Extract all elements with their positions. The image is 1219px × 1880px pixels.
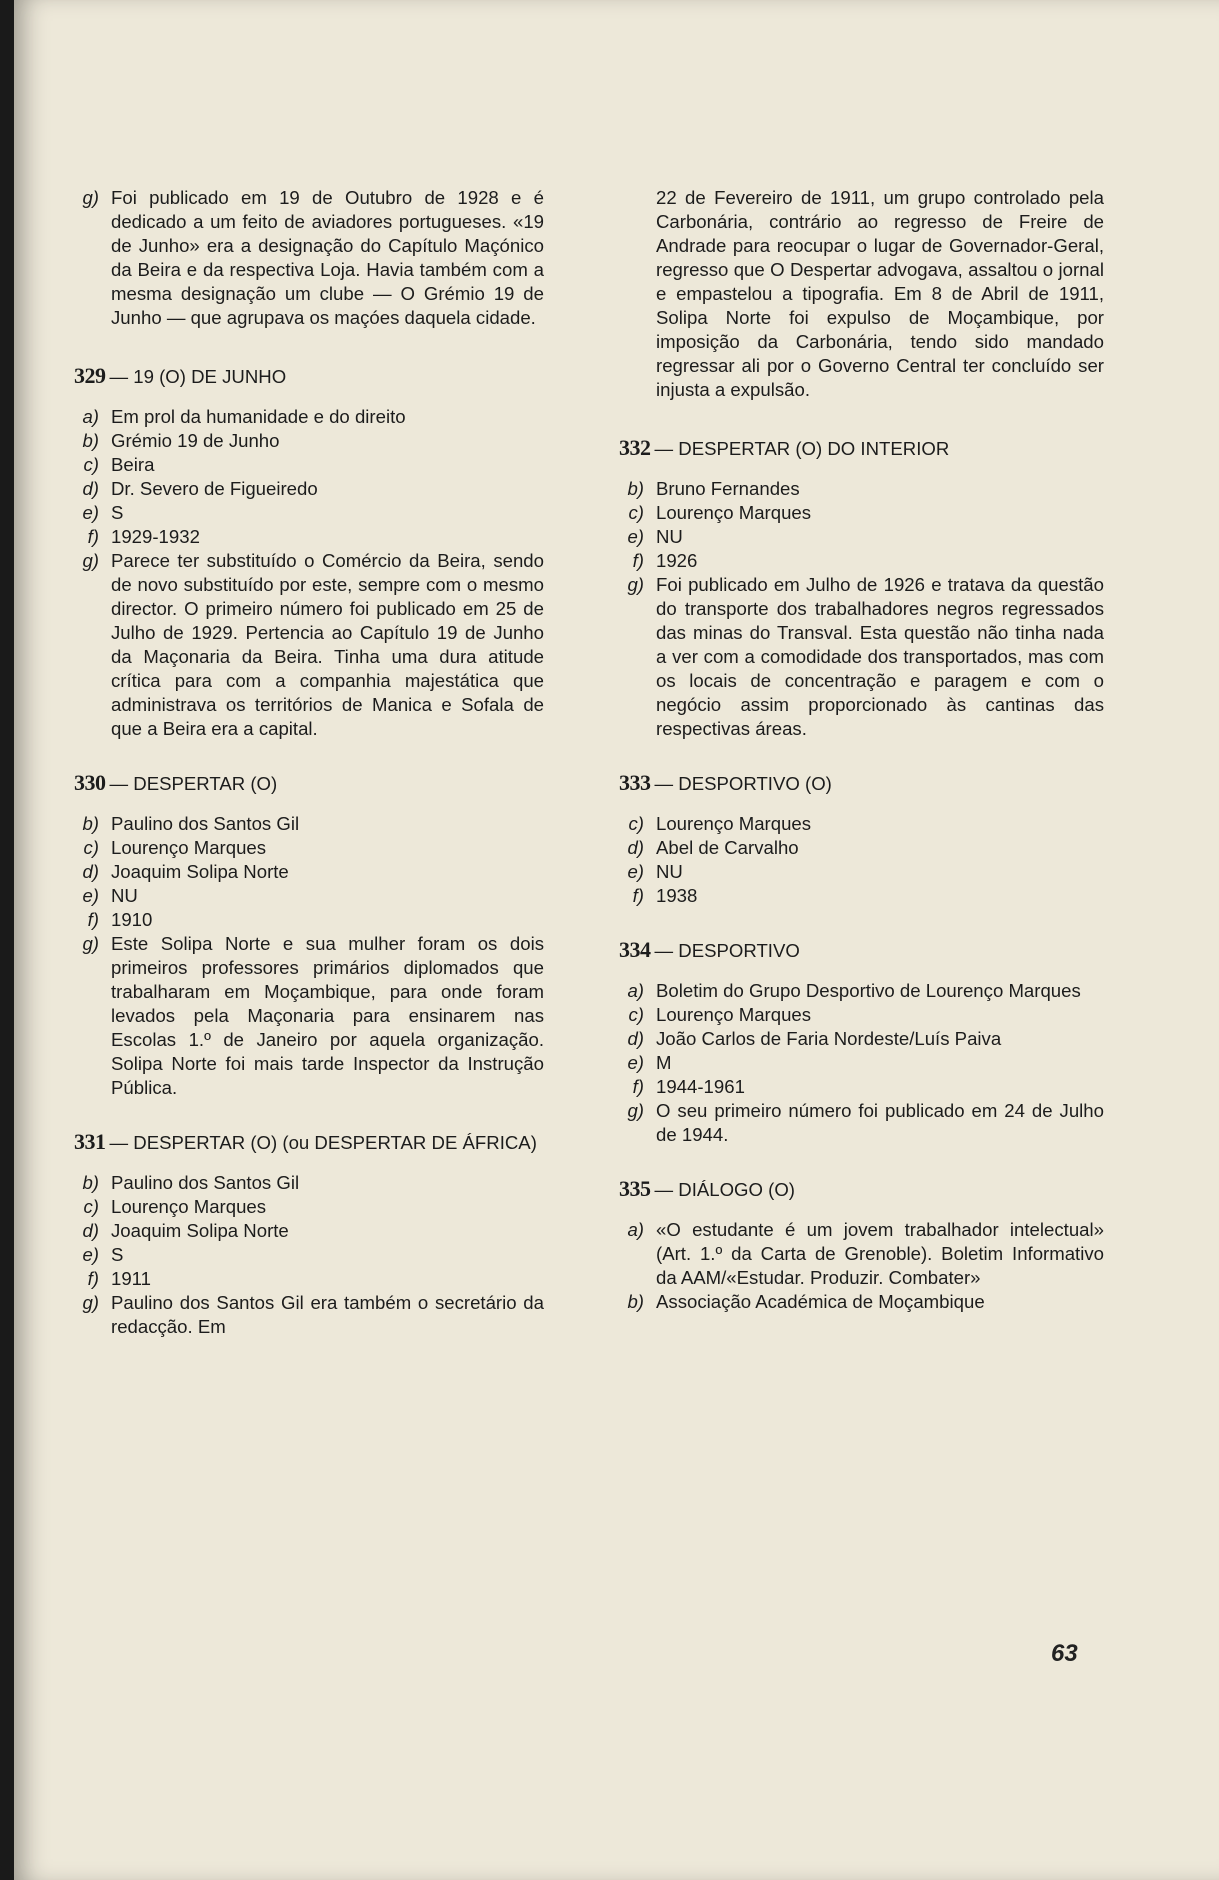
- entry-number: 332: [619, 435, 651, 460]
- entry-item: [74, 501, 544, 525]
- item-text: Lourenço Marques: [111, 837, 267, 858]
- entry-item: [74, 186, 544, 330]
- entry-title: — 19 (O) DE JUNHO: [109, 366, 287, 387]
- item-text: Paulino dos Santos Gil era também o secretário da redacção. Em: [111, 1292, 544, 1337]
- item-text: Em prol da humanidade e do direito: [111, 406, 406, 427]
- item-text: Lourenço Marques: [656, 502, 812, 523]
- item-text: S: [111, 1244, 124, 1265]
- entry-item: [74, 405, 544, 429]
- item-label: g): [82, 187, 99, 208]
- item-text: Abel de Carvalho: [656, 837, 799, 858]
- entry-item: [619, 836, 1104, 860]
- item-text: Foi publicado em Julho de 1926 e tratava da questão do transporte dos trabalhadores negros regressados das minas do Transval. Esta questão não tinha nada a ver com a comodidade dos transportados, mas com os locais de concentração e paragem e com o negócio assim proporcionado às cantinas das respectivas áreas.: [656, 574, 1104, 739]
- item-label: b): [82, 430, 99, 451]
- entry-title: — DESPERTAR (O) (ou DESPERTAR DE ÁFRICA): [109, 1132, 537, 1153]
- entry-item: [74, 1171, 544, 1195]
- item-label: d): [82, 1220, 99, 1241]
- entry-heading: [74, 1130, 544, 1155]
- entry-number: 330: [74, 770, 106, 795]
- entry-title: — DESPORTIVO: [654, 940, 800, 961]
- entry-330: [74, 771, 544, 1100]
- entry-number: 334: [619, 937, 651, 962]
- entry-item: [74, 1219, 544, 1243]
- entry-item: [74, 884, 544, 908]
- entry-331-continuation: [619, 186, 1104, 402]
- item-label: c): [628, 1004, 644, 1025]
- item-label: g): [82, 550, 99, 571]
- item-label: f): [632, 885, 644, 906]
- entry-items: [619, 979, 1104, 1147]
- item-label: a): [627, 980, 644, 1001]
- item-text: NU: [656, 526, 683, 547]
- item-text: Associação Académica de Moçambique: [656, 1291, 985, 1312]
- item-text: NU: [656, 861, 683, 882]
- item-text: Bruno Fernandes: [656, 478, 800, 499]
- item-label: g): [627, 1100, 644, 1121]
- entry-item: [619, 979, 1104, 1003]
- item-text: Grémio 19 de Junho: [111, 430, 280, 451]
- item-text: NU: [111, 885, 138, 906]
- item-text: Dr. Severo de Figueiredo: [111, 478, 318, 499]
- item-label: c): [628, 502, 644, 523]
- entry-items: [74, 405, 544, 741]
- entry-328-continuation: [74, 186, 544, 330]
- entry-item: [619, 186, 1104, 402]
- entry-item: [74, 812, 544, 836]
- entry-item: [619, 501, 1104, 525]
- entry-item: [619, 860, 1104, 884]
- entry-item: [74, 525, 544, 549]
- item-label: d): [627, 1028, 644, 1049]
- item-label: a): [627, 1219, 644, 1240]
- item-label: f): [87, 909, 99, 930]
- item-label: b): [82, 1172, 99, 1193]
- entry-title: — DESPORTIVO (O): [654, 773, 832, 794]
- item-label: f): [87, 526, 99, 547]
- item-label: f): [632, 550, 644, 571]
- item-label: f): [87, 1268, 99, 1289]
- item-label: d): [627, 837, 644, 858]
- entry-items: [74, 812, 544, 1100]
- item-label: e): [627, 1052, 644, 1073]
- item-label: c): [83, 454, 99, 475]
- entry-title: — DESPERTAR (O) DO INTERIOR: [654, 438, 950, 459]
- entry-329: [74, 364, 544, 741]
- item-label: g): [82, 1292, 99, 1313]
- left-column: [74, 186, 544, 1369]
- entry-number: 331: [74, 1129, 106, 1154]
- entry-item: [619, 1027, 1104, 1051]
- item-text: Paulino dos Santos Gil: [111, 813, 300, 834]
- entry-heading: [74, 364, 544, 389]
- entry-heading: [619, 1177, 1104, 1202]
- item-text: 1911: [111, 1268, 151, 1289]
- entry-item: [74, 1267, 544, 1291]
- entry-item: [74, 1195, 544, 1219]
- entry-items: [619, 477, 1104, 741]
- item-text: 22 de Fevereiro de 1911, um grupo controlado pela Carbonária, contrário ao regresso de Freire de Andrade para reocupar o lugar de Governador-Geral, regresso que O Despertar advogava, assaltou o jornal e empastelou a tipografia. Em 8 de Abril de 1911, Solipa Norte foi expulso de Moçambique, por imposição da Carbonária, tendo sido mandado regressar ali por o Governo Central ter concluído ser injusta a expulsão.: [656, 187, 1104, 400]
- entry-332: [619, 436, 1104, 741]
- item-text: Este Solipa Norte e sua mulher foram os dois primeiros professores primários diplomados que trabalharam em Moçambique, para onde foram levados pela Maçonaria para ensinarem nas Escolas 1.º de Janeiro por aquela organização. Solipa Norte foi mais tarde Inspector da Instrução Pública.: [111, 933, 544, 1098]
- item-label: b): [627, 478, 644, 499]
- entry-number: 333: [619, 770, 651, 795]
- item-text: Lourenço Marques: [111, 1196, 267, 1217]
- item-text: M: [656, 1052, 672, 1073]
- item-label: f): [632, 1076, 644, 1097]
- item-text: S: [111, 502, 124, 523]
- item-text: Joaquim Solipa Norte: [111, 861, 289, 882]
- item-text: «O estudante é um jovem trabalhador intelectual» (Art. 1.º da Carta de Grenoble). Boletim Informativo da AAM/«Estudar. Produzir. Combater»: [656, 1219, 1104, 1288]
- right-column: [619, 186, 1104, 1344]
- item-text: Paulino dos Santos Gil: [111, 1172, 300, 1193]
- entry-item: [619, 1099, 1104, 1147]
- entry-item: [74, 1291, 544, 1339]
- item-label: c): [83, 837, 99, 858]
- item-label: e): [627, 861, 644, 882]
- item-label: g): [627, 574, 644, 595]
- entry-item: [619, 1003, 1104, 1027]
- item-label: e): [82, 885, 99, 906]
- entry-item: [74, 908, 544, 932]
- entry-331: [74, 1130, 544, 1339]
- entry-item: [619, 812, 1104, 836]
- item-label: e): [82, 1244, 99, 1265]
- entry-item: [74, 932, 544, 1100]
- entry-item: [74, 1243, 544, 1267]
- entry-number: 335: [619, 1176, 651, 1201]
- item-label: e): [627, 526, 644, 547]
- entry-item: [619, 1290, 1104, 1314]
- entry-item: [619, 884, 1104, 908]
- item-text: 1929-1932: [111, 526, 200, 547]
- item-label: c): [83, 1196, 99, 1217]
- item-text: 1926: [656, 550, 698, 571]
- entry-335: [619, 1177, 1104, 1314]
- item-label: g): [82, 933, 99, 954]
- page-number: 63: [1051, 1640, 1078, 1667]
- entry-item: [74, 860, 544, 884]
- entry-heading: [619, 771, 1104, 796]
- entry-items: [74, 1171, 544, 1339]
- item-label: b): [82, 813, 99, 834]
- item-text: 1938: [656, 885, 698, 906]
- entry-333: [619, 771, 1104, 908]
- item-text: Foi publicado em 19 de Outubro de 1928 e é dedicado a um feito de aviadores portugueses. «19 de Junho» era a designação do Capítulo Maçónico da Beira e da respectiva Loja. Havia também com a mesma designação um clube — O Grémio 19 de Junho — que agrupava os maçóes daquela cidade.: [111, 187, 544, 328]
- entry-item: [74, 549, 544, 741]
- item-label: a): [82, 406, 99, 427]
- item-text: Beira: [111, 454, 155, 475]
- entry-item: [619, 477, 1104, 501]
- item-text: O seu primeiro número foi publicado em 24 de Julho de 1944.: [656, 1100, 1104, 1145]
- entry-heading: [74, 771, 544, 796]
- entry-334: [619, 938, 1104, 1147]
- entry-items: [619, 812, 1104, 908]
- item-label: c): [628, 813, 644, 834]
- entry-item: [619, 573, 1104, 741]
- entry-title: — DIÁLOGO (O): [654, 1179, 795, 1200]
- item-text: 1944-1961: [656, 1076, 745, 1097]
- entry-item: [619, 525, 1104, 549]
- entry-heading: [619, 436, 1104, 461]
- entry-item: [74, 429, 544, 453]
- item-label: e): [82, 502, 99, 523]
- item-text: Lourenço Marques: [656, 813, 812, 834]
- item-text: Lourenço Marques: [656, 1004, 812, 1025]
- item-text: João Carlos de Faria Nordeste/Luís Paiva: [656, 1028, 1002, 1049]
- item-label: d): [82, 861, 99, 882]
- entry-items: [619, 1218, 1104, 1314]
- entry-item: [74, 836, 544, 860]
- entry-heading: [619, 938, 1104, 963]
- entry-item: [619, 1051, 1104, 1075]
- item-text: Boletim do Grupo Desportivo de Lourenço Marques: [656, 980, 1081, 1001]
- item-text: 1910: [111, 909, 153, 930]
- entry-item: [74, 453, 544, 477]
- book-page: [14, 0, 1219, 1880]
- entry-item: [74, 477, 544, 501]
- item-label: d): [82, 478, 99, 499]
- entry-item: [619, 1218, 1104, 1290]
- item-label: b): [627, 1291, 644, 1312]
- entry-item: [619, 1075, 1104, 1099]
- item-text: Joaquim Solipa Norte: [111, 1220, 289, 1241]
- entry-title: — DESPERTAR (O): [109, 773, 278, 794]
- entry-number: 329: [74, 363, 106, 388]
- entry-item: [619, 549, 1104, 573]
- item-text: Parece ter substituído o Comércio da Beira, sendo de novo substituído por este, sempre com o mesmo director. O primeiro número foi publicado em 25 de Julho de 1929. Pertencia ao Capítulo 19 de Junho da Maçonaria da Beira. Tinha uma dura atitude crítica para com a companhia majestática que administrava os territórios de Manica e Sofala de que a Beira era a capital.: [111, 550, 544, 739]
